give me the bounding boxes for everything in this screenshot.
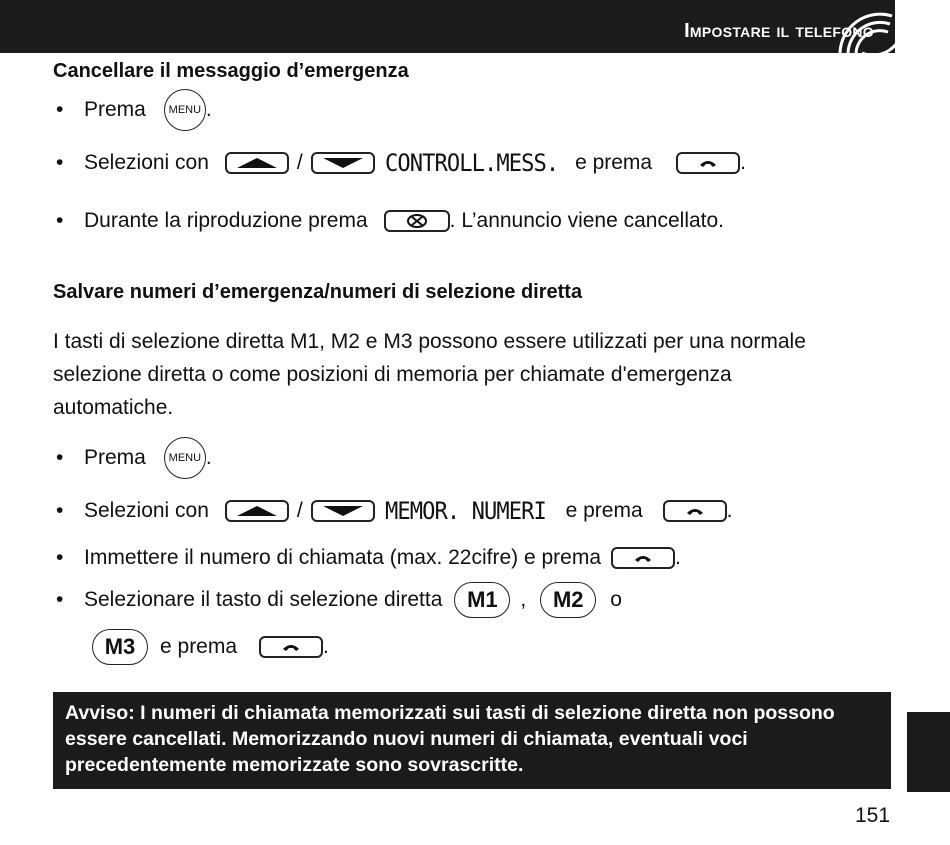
up-arrow-key-icon [225,152,289,174]
call-key-icon [259,636,323,658]
list-item: • Prema MENU . [56,90,212,130]
call-key-icon [611,547,675,569]
menu-key-icon: MENU [164,89,206,131]
paragraph: I tasti di selezione diretta M1, M2 e M3 possono essere utilizzati per una normale selezione diretta o come posizioni di memoria per chiamate d'emergenza automatiche. [53,330,806,419]
notice-text: Avviso: I numeri di chiamata memorizzati sui tasti di selezione diretta non possono essere cancellati. Memorizzando nuovi numeri di chiamata, eventuali voci precedentemente memorizzate sono sovrascritte. [65,702,835,776]
down-arrow-key-icon [311,500,375,522]
side-tab [907,712,950,792]
notice-box [53,692,891,789]
m3-key-icon: M3 [92,629,148,665]
display-text: MEMOR. NUMERI [384,497,546,525]
call-key-icon [663,500,727,522]
list-item: • Selezioni con / MEMOR. NUMERI e prema . [56,497,733,525]
list-item-continuation: M3 e prema . [92,627,329,667]
down-arrow-key-icon [311,152,375,174]
delete-key-icon [384,210,450,232]
list-item: • Durante la riproduzione prema . L’annuncio viene cancellato. [56,209,725,232]
page-number: 151 [855,804,891,827]
list-item: • Selezionare il tasto di selezione diretta M1 , M2 o [56,580,622,620]
call-key-icon [676,152,740,174]
section-heading-save-numbers: Salvare numeri d’emergenza/numeri di selezione diretta [53,281,583,303]
display-text: CONTROLL.MESS. [384,149,558,177]
list-item: • Immettere il numero di chiamata (max. 22cifre) e prema . [56,546,681,569]
up-arrow-key-icon [225,500,289,522]
list-item: • Selezioni con / CONTROLL.MESS. e prema . [56,149,746,177]
m2-key-icon: M2 [540,582,596,618]
ring-logo-icon [800,0,900,58]
section-heading-delete-message: Cancellare il messaggio d’emergenza [53,60,409,82]
section-title: Impostare il telefono [684,20,874,42]
menu-key-icon: MENU [164,437,206,479]
list-item: • Prema MENU . [56,438,212,478]
m1-key-icon: M1 [454,582,510,618]
